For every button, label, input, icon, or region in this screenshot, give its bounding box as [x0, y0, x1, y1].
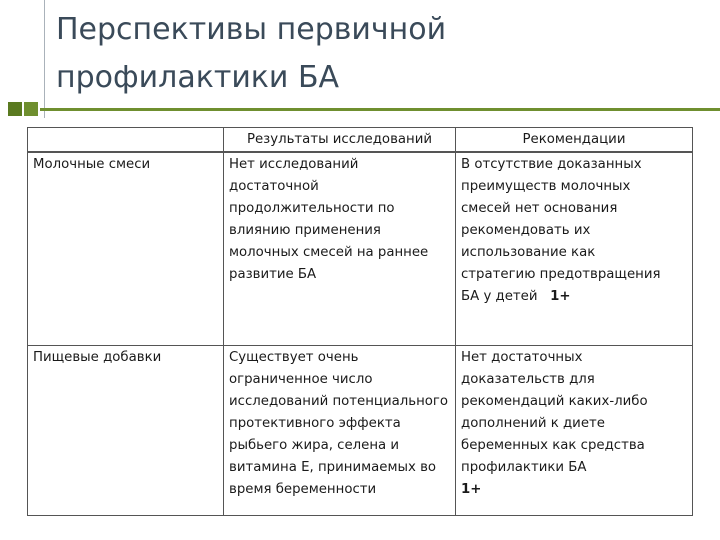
recommendation-text: Нет достаточных доказательств для рекомендаций каких-либо дополнений к диете беременных как средства профилактики БА [461, 350, 648, 475]
table-header-row [28, 128, 693, 153]
title-divider-vertical [44, 0, 45, 118]
slide-title-line-1: Перспективы первичной [56, 12, 447, 47]
row-topic: Пищевые добавки [28, 346, 224, 516]
slide-title-line-2: профилактики БА [56, 60, 340, 95]
accent-square-left [8, 102, 22, 116]
header-recommendations: Рекомендации [456, 128, 693, 153]
recommendations-table [27, 127, 693, 516]
header-topic [28, 128, 224, 153]
row-results: Нет исследований достаточной продолжительности по влиянию применения молочных смесей на раннее развитие БА [224, 153, 456, 346]
row-recommendation [456, 153, 693, 346]
slide-title [56, 6, 696, 102]
row-recommendation [456, 346, 693, 516]
accent-rule [40, 108, 720, 111]
row-topic: Молочные смеси [28, 153, 224, 346]
evidence-level: 1+ [550, 289, 571, 304]
title-accent-bar [0, 102, 720, 118]
header-results: Результаты исследований [224, 128, 456, 153]
table-row [28, 153, 693, 346]
recommendation-text: В отсутствие доказанных преимуществ молочных смесей нет основания рекомендовать их использование как стратегию предотвращения БА у детей [461, 157, 661, 304]
accent-square-right [24, 102, 38, 116]
row-results: Существует очень ограниченное число исследований потенциального протективного эффекта рыбьего жира, селена и витамина Е, принимаемых во время беременности [224, 346, 456, 516]
table-row [28, 346, 693, 516]
evidence-level: 1+ [461, 482, 482, 497]
